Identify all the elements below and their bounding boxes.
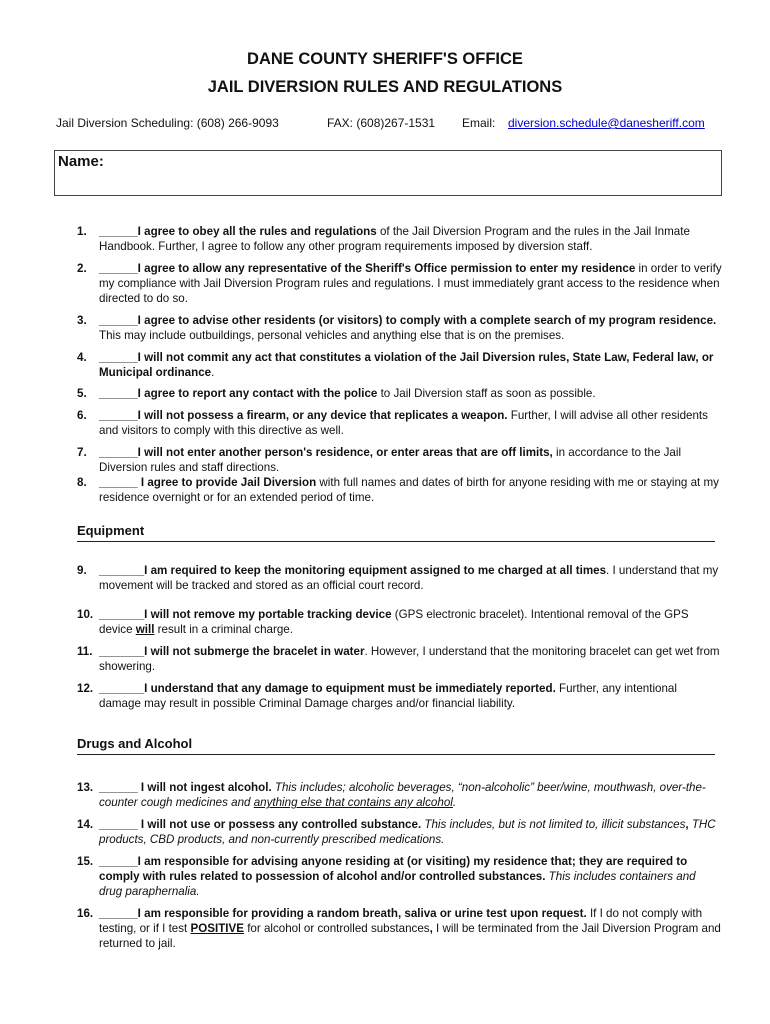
- rule-text: [99, 906, 722, 951]
- rule-item: [77, 644, 722, 674]
- rule-text-run: If I do not comply with testing, or if I test: [99, 907, 703, 935]
- rule-text: [99, 817, 722, 847]
- email-label: Email:: [462, 116, 496, 130]
- rule-number: 13.: [77, 781, 94, 794]
- rule-text-run: . I understand that my movement will be tracked and stored as an official court record.: [99, 564, 719, 592]
- rule-text: [99, 607, 722, 637]
- rule-text: [99, 261, 722, 306]
- rule-text-run: result in a criminal charge.: [154, 623, 293, 636]
- rule-text-run: to Jail Diversion staff as soon as possible.: [377, 387, 596, 400]
- rule-number: 11.: [77, 645, 93, 658]
- rule-text-run: in accordance to the Jail Diversion rules and staff directions.: [99, 446, 682, 474]
- rule-text: [99, 854, 722, 899]
- rule-text-run: with full names and dates of birth for anyone residing with me or staying at my residence overnight or for an extended period of time.: [99, 476, 719, 504]
- rule-text-run: I will be terminated from the Jail Diversion Program and returned to jail.: [99, 922, 721, 950]
- rule-text-run: _______I will not submerge the bracelet in water: [99, 645, 365, 658]
- rule-number: 4.: [77, 351, 87, 364]
- rule-item: [77, 386, 722, 401]
- rule-text-run: This includes; alcoholic beverages, “non-alcoholic” beer/wine, mouthwash, over-the-counter cough medicines and: [99, 781, 706, 809]
- rule-text-run: anything else that contains any alcohol: [253, 796, 453, 809]
- rule-text-run: (GPS electronic bracelet). Intentional removal of the GPS device: [99, 608, 689, 636]
- rule-text-run: ______I agree to obey all the rules and regulations: [99, 225, 377, 238]
- rule-number: 6.: [77, 409, 87, 422]
- rule-text-run: ______I will not possess a firearm, or any device that replicates a weapon.: [99, 409, 508, 422]
- rule-text-run: ______I agree to report any contact with the police: [99, 387, 378, 400]
- rule-text-run: .: [211, 366, 215, 379]
- rule-text-run: ______ I will not ingest alcohol.: [99, 781, 272, 794]
- rule-item: [77, 906, 722, 951]
- rule-text-run: ______I am responsible for providing a random breath, saliva or urine test upon request.: [99, 907, 587, 920]
- rule-item: [77, 780, 722, 810]
- rule-text-run: for alcohol or controlled substances: [243, 922, 430, 935]
- rule-number: 8.: [77, 476, 87, 489]
- rule-item: [77, 313, 722, 343]
- rule-text: [99, 563, 722, 593]
- rule-number: 1.: [77, 225, 87, 238]
- rule-text-run: ______I will not enter another person's residence, or enter areas that are off limits,: [99, 446, 553, 459]
- rule-item: [77, 563, 722, 593]
- rule-text-run: Further, any intentional damage may result in possible Criminal Damage charges and/or financial liability.: [99, 682, 677, 710]
- rule-text-run: . However, I understand that the monitoring bracelet can get wet from showering.: [99, 645, 720, 673]
- rule-item: [77, 475, 722, 505]
- rule-text-run: _______I understand that any damage to equipment must be immediately reported.: [99, 682, 556, 695]
- section-drugs-alcohol: Drugs and Alcohol: [77, 736, 715, 755]
- rule-number: 16.: [77, 907, 94, 920]
- rule-text-run: _______I will not remove my portable tracking device: [99, 608, 392, 621]
- rule-text-run: in order to verify my compliance with Jail Diversion Program rules and regulations. I must immediately grant access to the residence when directed to do so.: [99, 262, 722, 305]
- rule-item: [77, 854, 722, 899]
- rule-text-run: ,: [685, 818, 692, 831]
- rule-text: [99, 475, 722, 505]
- rule-number: 14.: [77, 818, 94, 831]
- rule-text-run: ______I agree to advise other residents (or visitors) to comply with a complete search of my program residence.: [99, 314, 717, 327]
- rule-text-run: .: [452, 796, 457, 809]
- fax-number: FAX: (608)267-1531: [327, 116, 436, 130]
- rule-text-run: will: [135, 623, 155, 636]
- rule-item: [77, 817, 722, 847]
- rule-item: [77, 681, 722, 711]
- rule-number: 3.: [77, 314, 87, 327]
- rule-text-run: ______I am responsible for advising anyone residing at (or visiting) my residence that; they are required to comply with rules related to possession of alcohol and/or controlled substances.: [99, 855, 688, 883]
- rule-text: [99, 224, 722, 254]
- rule-item: [77, 261, 722, 306]
- rule-text-run: Further, I will advise all other residents and visitors to comply with this directive as well.: [99, 409, 708, 437]
- rule-text-run: ______ I will not use or possess any controlled substance.: [99, 818, 422, 831]
- rule-text: [99, 644, 722, 674]
- rule-text: [99, 780, 722, 810]
- section-equipment: Equipment: [77, 523, 715, 542]
- rule-text-run: This includes containers and drug paraphernalia.: [99, 870, 696, 898]
- rule-text-run: _______I am required to keep the monitoring equipment assigned to me charged at all times: [99, 564, 607, 577]
- rule-text-run: ______ I agree to provide Jail Diversion: [99, 476, 317, 489]
- rule-text: [99, 313, 722, 343]
- document-title: DANE COUNTY SHERIFF'S OFFICE: [247, 50, 523, 68]
- rule-text: [99, 386, 722, 401]
- rule-text-run: ,: [429, 922, 433, 935]
- rule-text: [99, 350, 722, 380]
- rule-number: 9.: [77, 564, 87, 577]
- rule-item: [77, 408, 722, 438]
- rule-text-run: of the Jail Diversion Program and the rules in the Jail Inmate Handbook. Further, I agree to follow any other program requirements imposed by diversion staff.: [99, 225, 690, 253]
- rule-text-run: ______I will not commit any act that constitutes a violation of the Jail Diversion rules, State Law, Federal law, or Municipal ordinance: [99, 351, 714, 379]
- rule-number: 12.: [77, 682, 94, 695]
- scheduling-phone: Jail Diversion Scheduling: (608) 266-9093: [56, 116, 279, 130]
- rule-text-run: ______I agree to allow any representative of the Sheriff's Office permission to enter my residence: [99, 262, 636, 275]
- rule-text-run: This includes, but is not limited to, illicit substances: [421, 818, 686, 831]
- rule-number: 2.: [77, 262, 87, 275]
- rule-text-run: This may include outbuildings, personal vehicles and anything else that is on the premises.: [99, 329, 565, 342]
- rule-text: [99, 408, 722, 438]
- rule-text-run: THC products, CBD products, and non-currently prescribed medications.: [99, 818, 716, 846]
- rule-item: [77, 224, 722, 254]
- email-link[interactable]: diversion.schedule@danesheriff.com: [508, 116, 705, 130]
- name-label: Name:: [58, 153, 104, 170]
- rule-number: 5.: [77, 387, 87, 400]
- rule-text: [99, 445, 722, 475]
- rule-item: [77, 350, 722, 380]
- rule-number: 15.: [77, 855, 94, 868]
- rule-item: [77, 607, 722, 637]
- rule-item: [77, 445, 722, 475]
- rule-number: 10.: [77, 608, 94, 621]
- document-subtitle: JAIL DIVERSION RULES AND REGULATIONS: [207, 78, 563, 96]
- name-field[interactable]: [54, 150, 722, 196]
- rule-text: [99, 681, 722, 711]
- rule-text-run: POSITIVE: [190, 922, 244, 935]
- rule-number: 7.: [77, 446, 87, 459]
